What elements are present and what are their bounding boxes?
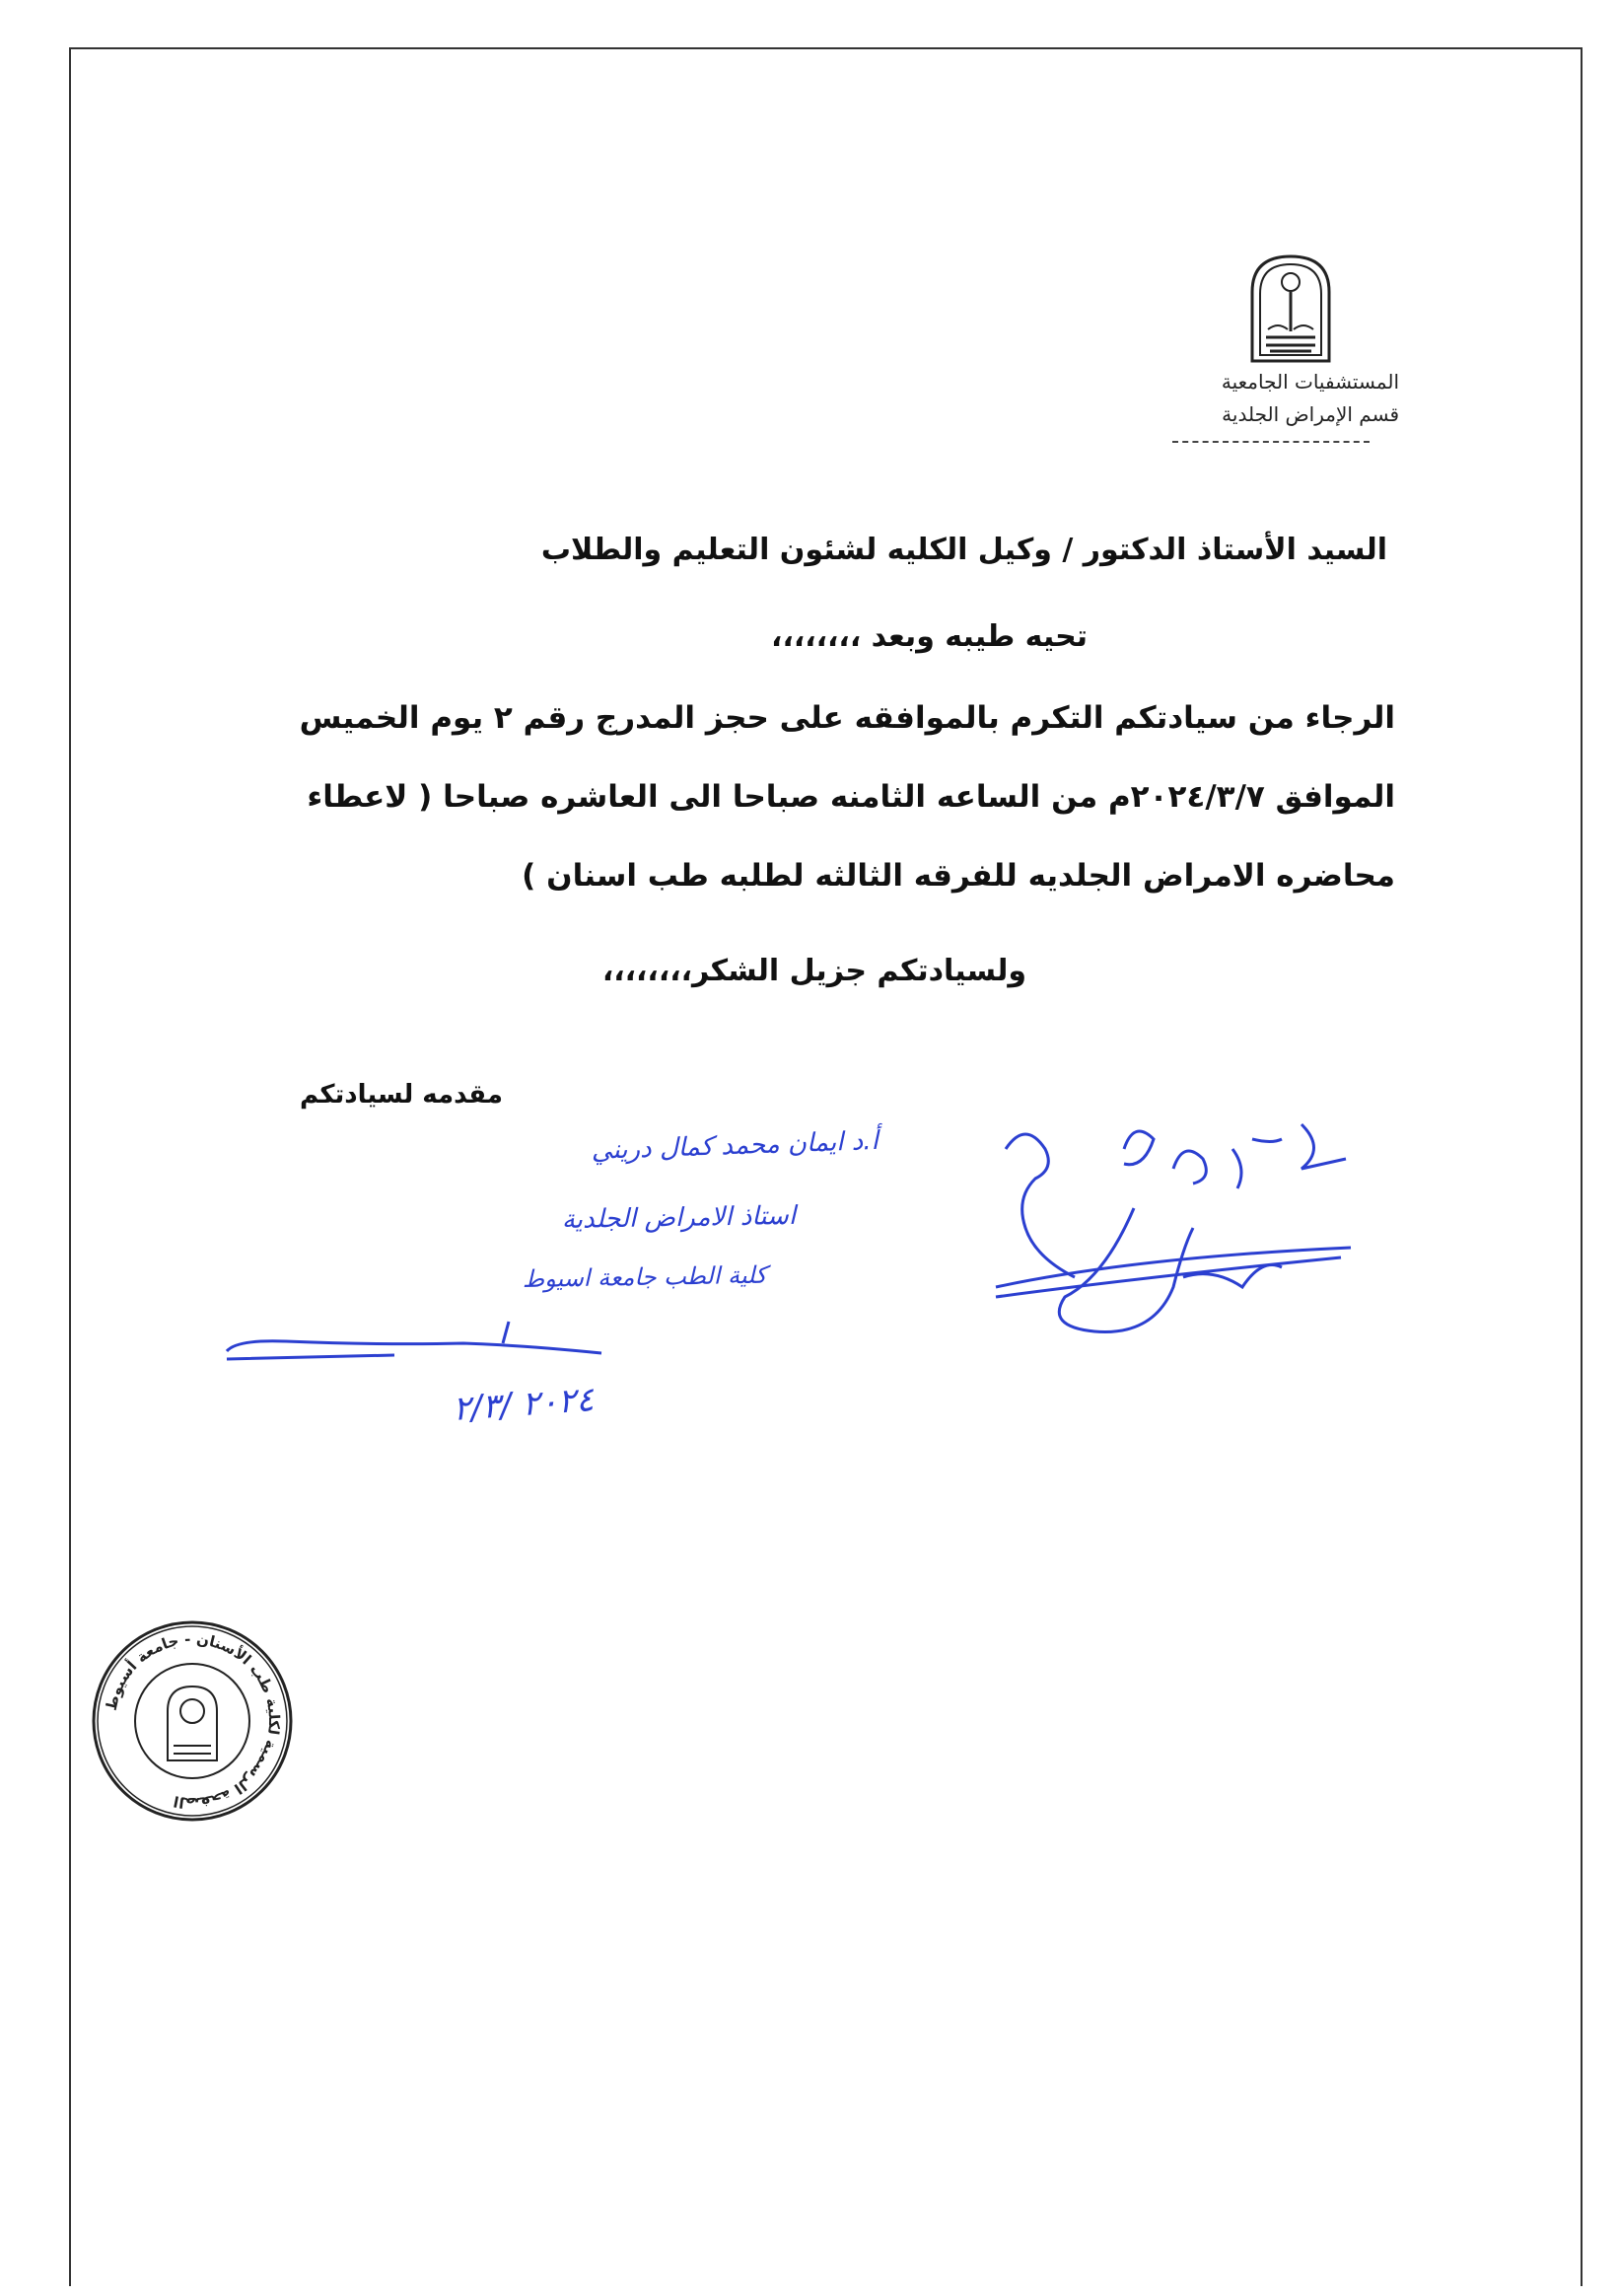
addressee-line: السيد الأستاذ الدكتور / وكيل الكليه لشئون التعليم والطلاب <box>540 533 1387 567</box>
university-logo <box>1248 252 1333 363</box>
header-divider <box>1172 441 1370 443</box>
faculty-seal <box>89 1617 296 1825</box>
handwritten-line-1: أ.د ايمان محمد كمال دريني <box>591 1125 879 1166</box>
greeting-line: تحيه طيبه وبعد ،،،،،،،، <box>771 619 1088 654</box>
handwritten-line-2: استاذ الامراض الجلدية <box>561 1200 797 1235</box>
handwritten-note <box>168 1124 879 1440</box>
handwritten-signature-stroke <box>227 1341 601 1359</box>
handwritten-date: ٢٠٢٤ /٢/٣ <box>451 1380 596 1429</box>
presented-by-label: مقدمه لسيادتكم <box>300 1080 503 1110</box>
org-name: المستشفيات الجامعية <box>1221 370 1399 394</box>
body-line-1: الرجاء من سيادتكم التكرم بالموافقه على حجز المدرج رقم ٢ يوم الخميس <box>299 700 1395 736</box>
signature-scribble <box>986 1110 1361 1346</box>
body-line-3: محاضره الامراض الجلديه للفرقه الثالثه لطلبه طب اسنان ) <box>522 858 1395 894</box>
svg-text:الصفحة الرسمية لكلية طب الأسنا: الصفحة الرسمية لكلية طب الأسنان - جامعة أسيوط <box>102 1629 284 1813</box>
department-name: قسم الإمراض الجلدية <box>1222 402 1399 426</box>
body-line-2: الموافق ٢٠٢٤/٣/٧م من الساعه الثامنه صباحا الى العاشره صباحا ( لاعطاء <box>307 779 1395 815</box>
handwritten-line-3: كلية الطب جامعة اسيوط <box>522 1260 767 1293</box>
closing-line: ولسيادتكم جزيل الشكر،،،،،،،، <box>601 954 1026 988</box>
